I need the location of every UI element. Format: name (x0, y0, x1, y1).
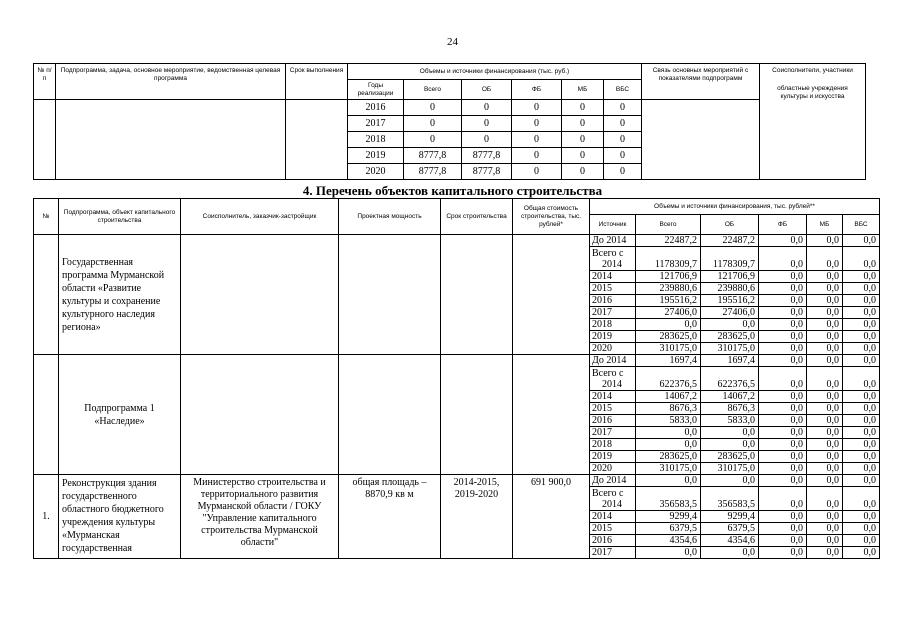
source-cell: До 2014 (590, 475, 636, 487)
header-total: Всего (404, 80, 462, 100)
mb-cell: 0,0 (807, 523, 843, 535)
vbs-cell: 0,0 (843, 343, 880, 355)
total-cell: 239880,6 (636, 283, 701, 295)
ob-cell: 14067,2 (701, 391, 759, 403)
header-capacity: Проектная мощность (339, 199, 441, 235)
vbs-cell: 0,0 (843, 475, 880, 487)
source-cell: 2016 (590, 295, 636, 307)
header-funding: Объемы и источники финансирования, тыс. рублей** (590, 199, 880, 215)
source-cell: Всего с 2014 (590, 367, 636, 391)
source-cell: Всего с 2014 (590, 247, 636, 271)
fb-cell: 0,0 (759, 463, 807, 475)
header-fb: ФБ (759, 215, 807, 235)
source-cell: 2015 (590, 523, 636, 535)
vbs-cell: 0,0 (843, 283, 880, 295)
total-cell: 283625,0 (636, 451, 701, 463)
ob-cell: 239880,6 (701, 283, 759, 295)
total-cell: 0,0 (636, 427, 701, 439)
fb-cell: 0,0 (759, 487, 807, 511)
header-program: Подпрограмма, задача, основное мероприятие, ведомственная целевая программа (56, 64, 286, 100)
ob-cell: 6379,5 (701, 523, 759, 535)
mb-cell: 0,0 (807, 415, 843, 427)
total-cell: 1697,4 (636, 355, 701, 367)
mb-cell: 0,0 (807, 475, 843, 487)
vbs-cell: 0,0 (843, 439, 880, 451)
total-cell: 1178309,7 (636, 247, 701, 271)
fb-cell: 0,0 (759, 307, 807, 319)
source-cell: 2020 (590, 463, 636, 475)
object-executor (181, 235, 339, 355)
header-link: Связь основных мероприятий с показателями подпрограмм (642, 64, 760, 100)
total-cell: 310175,0 (636, 343, 701, 355)
ob-cell: 283625,0 (701, 331, 759, 343)
fb-cell: 0,0 (759, 511, 807, 523)
source-cell: 2017 (590, 427, 636, 439)
object-capacity: общая площадь – 8870,9 кв м (339, 475, 441, 559)
table-row (34, 235, 880, 247)
table-row (34, 355, 880, 367)
ob-cell: 0,0 (701, 439, 759, 451)
ob-cell: 4354,6 (701, 535, 759, 547)
total-cell: 14067,2 (636, 391, 701, 403)
total-cell: 5833,0 (636, 415, 701, 427)
header-ob: ОБ (462, 80, 512, 100)
total-cell: 0,0 (636, 547, 701, 559)
mb-cell: 0,0 (807, 535, 843, 547)
fb-cell: 0,0 (759, 391, 807, 403)
fb-cell: 0,0 (759, 523, 807, 535)
fb-cell: 0,0 (759, 547, 807, 559)
fb-cell: 0,0 (759, 475, 807, 487)
total-cell: 0,0 (636, 319, 701, 331)
mb-cell: 0,0 (807, 451, 843, 463)
ob-cell: 283625,0 (701, 451, 759, 463)
page-number: 24 (447, 36, 458, 48)
ob-cell: 8676,3 (701, 403, 759, 415)
funding-table (33, 63, 866, 180)
source-cell: 2020 (590, 343, 636, 355)
mb-cell: 0,0 (807, 391, 843, 403)
object-capacity (339, 355, 441, 475)
object-name: Реконструкция здания государственного областного бюджетного учреждения культуры «Мурманская государственная (59, 475, 181, 559)
header-vbs: ВБС (604, 80, 642, 100)
fb-cell: 0,0 (759, 343, 807, 355)
mb-cell: 0,0 (807, 403, 843, 415)
vbs-cell: 0,0 (843, 355, 880, 367)
mb-cell: 0,0 (807, 307, 843, 319)
source-cell: 2015 (590, 403, 636, 415)
fb-cell: 0,0 (759, 295, 807, 307)
source-cell: 2018 (590, 319, 636, 331)
vbs-cell: 0,0 (843, 319, 880, 331)
source-cell: 2018 (590, 439, 636, 451)
table-row: 2016 0 0 0 0 0 (34, 100, 866, 116)
source-cell: 2015 (590, 283, 636, 295)
table-row: 2019 8777,8 8777,8 0 0 0 (34, 148, 866, 164)
header-cost: Общая стоимость строительства, тыс. рублей* (513, 199, 590, 235)
fb-cell: 0,0 (759, 439, 807, 451)
source-cell: 2016 (590, 535, 636, 547)
total-cell: 22487,2 (636, 235, 701, 247)
fb-cell: 0,0 (759, 403, 807, 415)
object-index (34, 355, 59, 475)
header-executor: Соисполнитель, заказчик-застройщик (181, 199, 339, 235)
mb-cell: 0,0 (807, 319, 843, 331)
vbs-cell: 0,0 (843, 271, 880, 283)
mb-cell: 0,0 (807, 439, 843, 451)
fb-cell: 0,0 (759, 283, 807, 295)
fb-cell: 0,0 (759, 319, 807, 331)
vbs-cell: 0,0 (843, 403, 880, 415)
object-capacity (339, 235, 441, 355)
ob-cell: 0,0 (701, 475, 759, 487)
total-cell: 195516,2 (636, 295, 701, 307)
mb-cell: 0,0 (807, 283, 843, 295)
object-name: Государственная программа Мурманской области «Развитие культуры и сохранение культурного наследия региона» (59, 235, 181, 355)
mb-cell: 0,0 (807, 271, 843, 283)
header-vbs: ВБС (843, 215, 880, 235)
total-cell: 356583,5 (636, 487, 701, 511)
total-cell: 0,0 (636, 439, 701, 451)
header-object: Подпрограмма, объект капитального строительства (59, 199, 181, 235)
vbs-cell: 0,0 (843, 523, 880, 535)
header-num: № (34, 199, 59, 235)
object-term: 2014-2015, 2019-2020 (441, 475, 513, 559)
mb-cell: 0,0 (807, 463, 843, 475)
construction-table (33, 198, 880, 559)
ob-cell: 1697,4 (701, 355, 759, 367)
fb-cell: 0,0 (759, 235, 807, 247)
ob-cell: 5833,0 (701, 415, 759, 427)
table-row: 2020 8777,8 8777,8 0 0 0 (34, 164, 866, 180)
fb-cell: 0,0 (759, 355, 807, 367)
mb-cell: 0,0 (807, 235, 843, 247)
total-cell: 27406,0 (636, 307, 701, 319)
object-executor (181, 355, 339, 475)
header-ob: ОБ (701, 215, 759, 235)
source-cell: 2014 (590, 511, 636, 523)
vbs-cell: 0,0 (843, 235, 880, 247)
object-cost: 691 900,0 (513, 475, 590, 559)
source-cell: 2016 (590, 415, 636, 427)
ob-cell: 22487,2 (701, 235, 759, 247)
source-cell: 2019 (590, 331, 636, 343)
vbs-cell: 0,0 (843, 451, 880, 463)
vbs-cell: 0,0 (843, 511, 880, 523)
ob-cell: 121706,9 (701, 271, 759, 283)
source-cell: 2017 (590, 307, 636, 319)
ob-cell: 622376,5 (701, 367, 759, 391)
header-mb: МБ (562, 80, 604, 100)
mb-cell: 0,0 (807, 511, 843, 523)
ob-cell: 310175,0 (701, 343, 759, 355)
source-cell: 2014 (590, 391, 636, 403)
mb-cell: 0,0 (807, 355, 843, 367)
fb-cell: 0,0 (759, 271, 807, 283)
vbs-cell: 0,0 (843, 331, 880, 343)
header-source: Источник (590, 215, 636, 235)
object-name: Подпрограмма 1 «Наследие» (59, 355, 181, 475)
source-cell: Всего с 2014 (590, 487, 636, 511)
table-row: 2017 0 0 0 0 0 (34, 116, 866, 132)
ob-cell: 310175,0 (701, 463, 759, 475)
object-term (441, 355, 513, 475)
ob-cell: 1178309,7 (701, 247, 759, 271)
object-index: 1. (34, 475, 59, 559)
source-cell: До 2014 (590, 355, 636, 367)
source-cell: 2019 (590, 451, 636, 463)
table-row: 2018 0 0 0 0 0 (34, 132, 866, 148)
total-cell: 6379,5 (636, 523, 701, 535)
vbs-cell: 0,0 (843, 487, 880, 511)
ob-cell: 0,0 (701, 547, 759, 559)
fb-cell: 0,0 (759, 415, 807, 427)
fb-cell: 0,0 (759, 451, 807, 463)
mb-cell: 0,0 (807, 367, 843, 391)
vbs-cell: 0,0 (843, 307, 880, 319)
total-cell: 121706,9 (636, 271, 701, 283)
header-num: № п/п (34, 64, 56, 100)
total-cell: 0,0 (636, 475, 701, 487)
fb-cell: 0,0 (759, 427, 807, 439)
vbs-cell: 0,0 (843, 535, 880, 547)
object-cost (513, 355, 590, 475)
total-cell: 8676,3 (636, 403, 701, 415)
fb-cell: 0,0 (759, 331, 807, 343)
fb-cell: 0,0 (759, 367, 807, 391)
source-cell: 2017 (590, 547, 636, 559)
object-term (441, 235, 513, 355)
header-funding: Объемы и источники финансирования (тыс. руб.) (348, 64, 642, 80)
object-executor: Министерство строительства и территориального развития Мурманской области / ГОКУ "Управление капитального строительства Мурманской области" (181, 475, 339, 559)
vbs-cell: 0,0 (843, 547, 880, 559)
mb-cell: 0,0 (807, 295, 843, 307)
vbs-cell: 0,0 (843, 463, 880, 475)
vbs-cell: 0,0 (843, 367, 880, 391)
total-cell: 622376,5 (636, 367, 701, 391)
source-cell: До 2014 (590, 235, 636, 247)
source-cell: 2014 (590, 271, 636, 283)
vbs-cell: 0,0 (843, 415, 880, 427)
object-cost (513, 235, 590, 355)
mb-cell: 0,0 (807, 343, 843, 355)
vbs-cell: 0,0 (843, 295, 880, 307)
header-coexec-cell (760, 64, 866, 180)
vbs-cell: 0,0 (843, 391, 880, 403)
total-cell: 283625,0 (636, 331, 701, 343)
header-mb: МБ (807, 215, 843, 235)
ob-cell: 195516,2 (701, 295, 759, 307)
header-term: Срок строительства (441, 199, 513, 235)
mb-cell: 0,0 (807, 547, 843, 559)
coexec-value: областные учреждения культуры и искусства (777, 85, 848, 100)
mb-cell: 0,0 (807, 247, 843, 271)
fb-cell: 0,0 (759, 535, 807, 547)
mb-cell: 0,0 (807, 331, 843, 343)
ob-cell: 0,0 (701, 319, 759, 331)
mb-cell: 0,0 (807, 427, 843, 439)
ob-cell: 0,0 (701, 427, 759, 439)
table-row (34, 475, 880, 487)
vbs-cell: 0,0 (843, 427, 880, 439)
object-index (34, 235, 59, 355)
header-total: Всего (636, 215, 701, 235)
header-fb: ФБ (512, 80, 562, 100)
ob-cell: 27406,0 (701, 307, 759, 319)
total-cell: 9299,4 (636, 511, 701, 523)
mb-cell: 0,0 (807, 487, 843, 511)
fb-cell: 0,0 (759, 247, 807, 271)
ob-cell: 356583,5 (701, 487, 759, 511)
vbs-cell: 0,0 (843, 247, 880, 271)
ob-cell: 9299,4 (701, 511, 759, 523)
total-cell: 4354,6 (636, 535, 701, 547)
section-title: 4. Перечень объектов капитального строительства (302, 183, 603, 198)
header-term: Срок выполнения (286, 64, 348, 100)
header-coexec: Соисполнители, участники (772, 67, 853, 74)
total-cell: 310175,0 (636, 463, 701, 475)
header-years: Годы реализации (348, 80, 404, 100)
